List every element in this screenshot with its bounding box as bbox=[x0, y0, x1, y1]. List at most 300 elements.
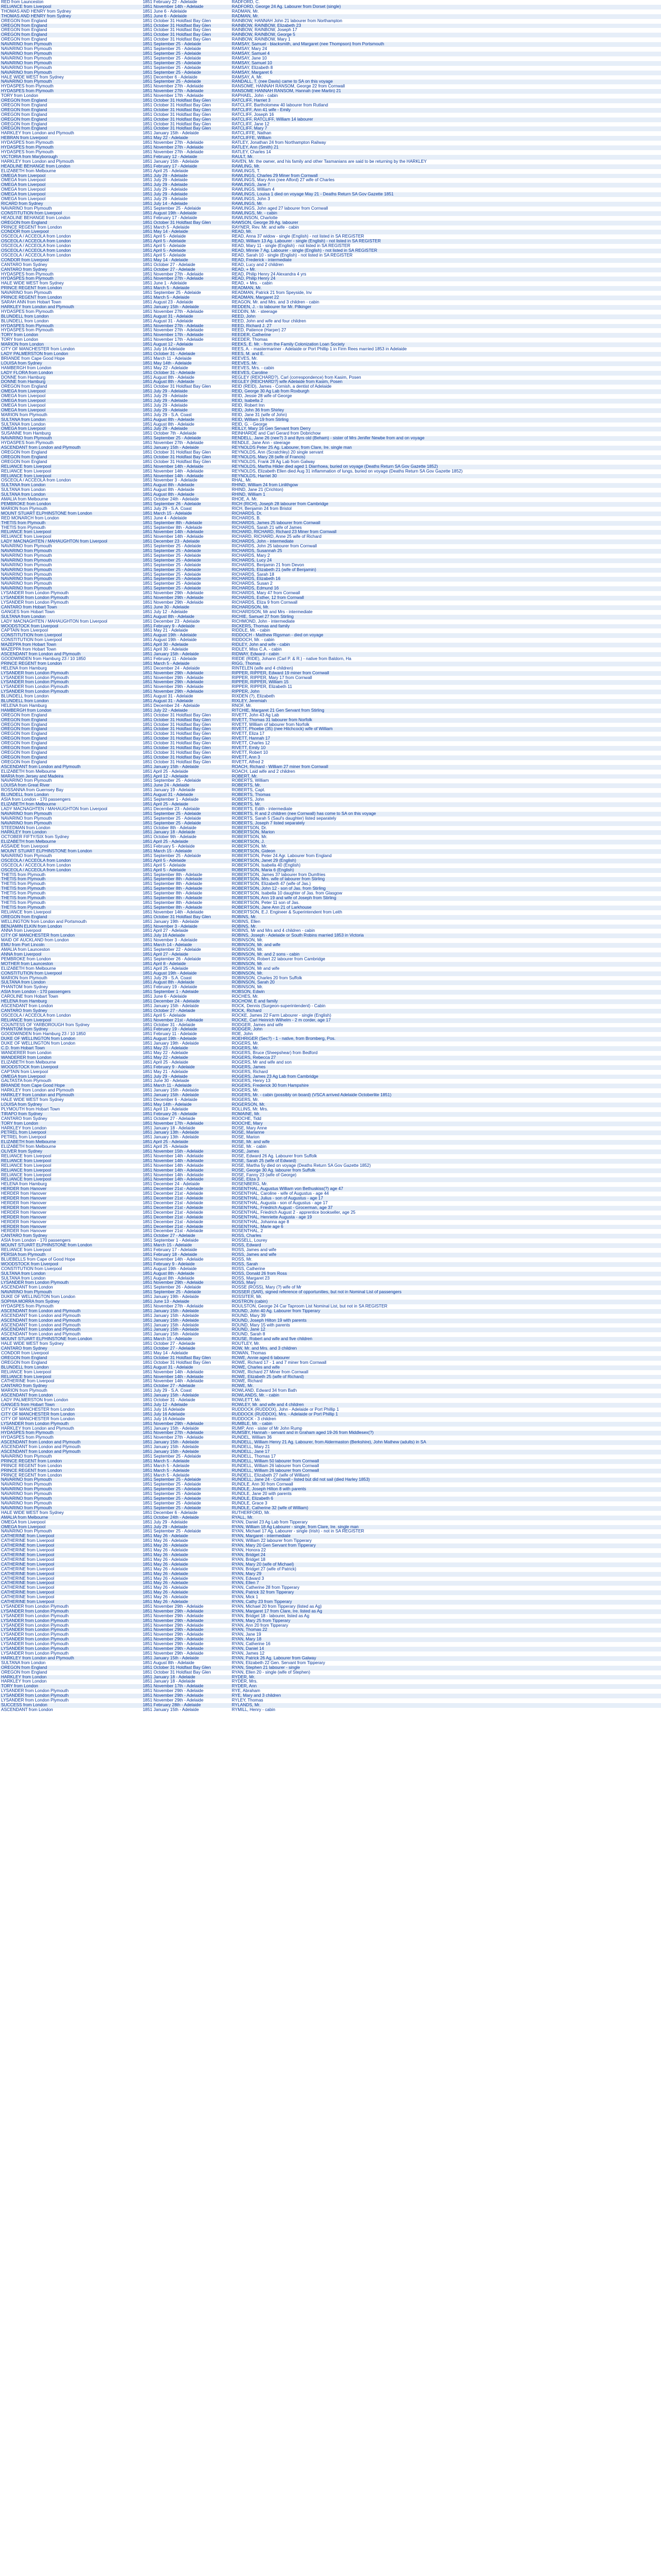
name-cell: RUNDLE, Grace 3 bbox=[231, 1501, 661, 1506]
date-cell: 1851 March 5 - Adelaide bbox=[142, 1459, 231, 1464]
name-cell: REID, Robert Inn bbox=[231, 404, 661, 408]
ship-cell: CATHERINE from Liverpool bbox=[0, 1562, 142, 1567]
table-row bbox=[0, 779, 661, 783]
ship-cell: OSCEOLA / ACCEOLA from London bbox=[0, 249, 142, 253]
ship-cell: HAMBERGH from London bbox=[0, 366, 142, 371]
ship-cell: OMEGA from Liverpool bbox=[0, 188, 142, 192]
table-row bbox=[0, 1187, 661, 1192]
name-cell: RUNDLE, Joseph Hilton 8 with parents bbox=[231, 1487, 661, 1492]
name-cell: RICHARDS, B. bbox=[231, 516, 661, 521]
name-cell: RYAN, Daniel 23 Ag Lab from Tipperary bbox=[231, 1520, 661, 1525]
date-cell: 1851 November 27th - Adelaide bbox=[142, 150, 231, 155]
ship-cell: ASIA from London - 170 passengers bbox=[0, 1238, 142, 1243]
date-cell: 1851 May 26 - Adelaide bbox=[142, 1548, 231, 1553]
date-cell: 1851 July 16 Adelaide bbox=[142, 347, 231, 352]
date-cell: 1851 November 17th - Adelaide bbox=[142, 94, 231, 99]
date-cell: 1851 September 8th - Adelaide bbox=[142, 901, 231, 906]
name-cell: RIVETT, Ann 3 bbox=[231, 755, 661, 760]
ship-cell: HYDASPES from Plymouth bbox=[0, 272, 142, 277]
date-cell: 1851 January 15th - Adelaide bbox=[142, 1393, 231, 1398]
name-cell: RAMSAY, Elizabeth 8 bbox=[231, 66, 661, 71]
date-cell: 1851 November 21st - Adelaide bbox=[142, 1018, 231, 1023]
name-cell: ROSENTHAL, Augustus William von Bethuskiss(?) age 47 bbox=[231, 1187, 661, 1192]
table-row bbox=[0, 404, 661, 408]
date-cell: 1851 May 26 - Adelaide bbox=[142, 1590, 231, 1595]
date-cell: 1851 November 15th - Adelaide bbox=[142, 1149, 231, 1154]
date-cell: 1851 May 26 - Adelaide bbox=[142, 1534, 231, 1539]
date-cell: 1851 July 29 - Adelaide bbox=[142, 1075, 231, 1079]
name-cell: RUNDELL, William 26 labourer from Cornwall bbox=[231, 1469, 661, 1473]
name-cell: RAINBOW, RAINBOW, Joseph 17 bbox=[231, 28, 661, 33]
name-cell: RIVETT, William of labourer from Norfolk bbox=[231, 723, 661, 727]
date-cell: 1851 May 21 - Adelaide bbox=[142, 1070, 231, 1075]
table-row bbox=[0, 1370, 661, 1375]
table-row bbox=[0, 1520, 661, 1525]
table-row bbox=[0, 300, 661, 305]
table-row bbox=[0, 1046, 661, 1051]
table-row bbox=[0, 1272, 661, 1276]
name-cell: REDDEN, J. - to labourer for Mr. Pilkinger bbox=[231, 305, 661, 310]
name-cell: RAMSAY, Jane 10 bbox=[231, 56, 661, 61]
date-cell: 1851 October 31 Holdfast Bay Glen bbox=[142, 723, 231, 727]
date-cell: 1851 September 25 - Adelaide bbox=[142, 80, 231, 84]
ship-cell: CONSTITUTION from Liverpool bbox=[0, 633, 142, 638]
name-cell: RIDDLE, Mr. - cabin bbox=[231, 628, 661, 633]
table-row bbox=[0, 1192, 661, 1196]
table-row bbox=[0, 1595, 661, 1600]
name-cell: RICH, Benjamin 24 from Bristol bbox=[231, 507, 661, 512]
name-cell: ROSE, Eliza 3 bbox=[231, 1177, 661, 1182]
ship-cell: OMEGA from Liverpool bbox=[0, 1520, 142, 1525]
name-cell: RATCLIFF, Joseph 16 bbox=[231, 113, 661, 117]
date-cell: 1851 October 31 Holdfast Bay Glen bbox=[142, 1666, 231, 1670]
date-cell: 1851 October 27 - Adelaide bbox=[142, 1342, 231, 1346]
table-row bbox=[0, 1516, 661, 1520]
ship-cell: HELENA from Hamburg bbox=[0, 704, 142, 709]
table-row bbox=[0, 1060, 661, 1065]
date-cell: 1851 October 31 Holdfast Bay Glen bbox=[142, 718, 231, 723]
ship-cell: LYSANDER from London Plymouth bbox=[0, 1619, 142, 1624]
name-cell: ROGERS, Richard bbox=[231, 1070, 661, 1075]
ship-cell: RELIANCE from Liverpool bbox=[0, 1370, 142, 1375]
date-cell: 1851 September 8th - Adelaide bbox=[142, 521, 231, 526]
date-cell: 1851 November 29th - Adelaide bbox=[142, 671, 231, 676]
ship-cell: MAZEPPA from Hobart Town bbox=[0, 647, 142, 652]
table-row bbox=[0, 1684, 661, 1689]
ship-cell: HAMBERGH from London bbox=[0, 709, 142, 713]
name-cell: ROW, Mr. and Mrs. and 3 children bbox=[231, 1346, 661, 1351]
table-row bbox=[0, 1403, 661, 1408]
ship-cell: OCTOBER FIFTY/SIX from Sydney bbox=[0, 835, 142, 840]
ship-cell: NAVARINO from Plymouth bbox=[0, 568, 142, 573]
date-cell: 1851 November 14th - Adelaide bbox=[142, 1379, 231, 1384]
name-cell: RYAN, Michael 17 Ag. Labourer - single (Irish) - not in SA REGISTER bbox=[231, 1529, 661, 1534]
name-cell: RICHARD, RICHARD, Richard 23 Miner from Cornwall bbox=[231, 530, 661, 535]
table-row bbox=[0, 1253, 661, 1257]
date-cell: 1851 October 31 Holdfast Bay Glen bbox=[142, 755, 231, 760]
table-row bbox=[0, 671, 661, 676]
ship-cell: ELIZABETH from Melbourne bbox=[0, 1060, 142, 1065]
table-row bbox=[0, 71, 661, 75]
ship-cell: CONDOR from Liverpool bbox=[0, 1351, 142, 1356]
name-cell: RYMILL, Henry - cabin bbox=[231, 1708, 661, 1713]
date-cell: 1851 August 8th - Adelaide bbox=[142, 615, 231, 620]
date-cell: 1851 October 31 Holdfast Bay Glen bbox=[142, 751, 231, 755]
table-row bbox=[0, 1440, 661, 1445]
ship-cell: BLUEBELLS from Cape of Good Hope bbox=[0, 1257, 142, 1262]
table-row bbox=[0, 1149, 661, 1154]
name-cell: ROSE, James bbox=[231, 1149, 661, 1154]
table-row bbox=[0, 854, 661, 859]
ship-cell: NAVARINO from Plymouth bbox=[0, 1482, 142, 1487]
date-cell: 1851 May 26 - Adelaide bbox=[142, 1539, 231, 1543]
ship-cell: HYDASPES from Plymouth bbox=[0, 1304, 142, 1309]
date-cell: 1851 August 31 - Adelaide bbox=[142, 793, 231, 798]
name-cell: RYAN, Margaret 17 from Clare, Ire. listed as Ag bbox=[231, 1609, 661, 1614]
date-cell: 1851 August 19th - Adelaide bbox=[142, 638, 231, 643]
table-row bbox=[0, 1117, 661, 1122]
name-cell: ROSENTHAL, Caroline - wife of Augustus - age 44 bbox=[231, 1192, 661, 1196]
date-cell: 1851 May 26 - Adelaide bbox=[142, 1581, 231, 1586]
ship-cell: DUKE OF WELLINGTON from London bbox=[0, 1295, 142, 1300]
table-row bbox=[0, 638, 661, 643]
date-cell: 1851 November 29th - Adelaide bbox=[142, 1647, 231, 1651]
table-row bbox=[0, 591, 661, 596]
date-cell: 1851 October 31 Holdfast Bay Glen bbox=[142, 455, 231, 460]
name-cell: RYE, Abraham bbox=[231, 1689, 661, 1694]
date-cell: 1851 November 3 - Adelaide bbox=[142, 938, 231, 943]
date-cell: 1851 December 23 - Adelaide bbox=[142, 807, 231, 812]
table-row bbox=[0, 1164, 661, 1168]
ship-cell: RELIANCE from Liverpool bbox=[0, 469, 142, 474]
ship-cell: OREGON from England bbox=[0, 915, 142, 920]
name-cell: RHIND, Jane 21 (Crichton) bbox=[231, 488, 661, 493]
date-cell: 1851 February 5 - Adelaide bbox=[142, 844, 231, 849]
date-cell: 1851 October 31 Holdfast Bay Glen bbox=[142, 99, 231, 103]
table-row bbox=[0, 202, 661, 207]
ship-cell: OREGON from England bbox=[0, 1361, 142, 1365]
date-cell: 1851 October 8th - Adelaide bbox=[142, 826, 231, 831]
table-row bbox=[0, 347, 661, 352]
table-row bbox=[0, 882, 661, 887]
date-cell: 1851 May 21 - Adelaide bbox=[142, 628, 231, 633]
table-row bbox=[0, 1422, 661, 1427]
name-cell: RYALL, Mr. bbox=[231, 1516, 661, 1520]
table-row bbox=[0, 399, 661, 404]
date-cell: 1851 January 15th - Adelaide bbox=[142, 1440, 231, 1445]
table-row bbox=[0, 1539, 661, 1543]
ship-cell: NAVARINO from Plymouth bbox=[0, 854, 142, 859]
table-row bbox=[0, 713, 661, 718]
ship-cell: CONSTITUTION from Liverpool bbox=[0, 971, 142, 976]
date-cell: 1851 November 3 - Adelaide bbox=[142, 478, 231, 483]
date-cell: 1851 October 31 Holdfast Bay Glen bbox=[142, 24, 231, 28]
date-cell: 1851 November 14th - Adelaide bbox=[142, 1177, 231, 1182]
name-cell: RUNDELL, Thomas 17 bbox=[231, 1454, 661, 1459]
name-cell: REID, John 36 from Shirley bbox=[231, 408, 661, 413]
table-row bbox=[0, 807, 661, 812]
date-cell: 1851 November 14th - Adelaide bbox=[142, 1164, 231, 1168]
date-cell: 1851 November 27th - Adelaide bbox=[142, 1304, 231, 1309]
ship-cell: OREGON from England bbox=[0, 732, 142, 736]
date-cell: 1851 November 17th - Adelaide bbox=[142, 1122, 231, 1126]
ship-cell: RELIANCE from Liverpool bbox=[0, 530, 142, 535]
ship-cell: RED MONARCH from London bbox=[0, 516, 142, 521]
date-cell: 1851 February 17 - Adelaide bbox=[142, 164, 231, 169]
table-row bbox=[0, 601, 661, 605]
name-cell: ROBINS, Ellen bbox=[231, 920, 661, 925]
ship-cell: RELIANCE from Liverpool bbox=[0, 1168, 142, 1173]
table-row bbox=[0, 19, 661, 24]
table-row bbox=[0, 1572, 661, 1577]
ship-cell: BLUNDELL from London bbox=[0, 1365, 142, 1370]
ship-cell: OSCEOLA / ACCEOLA from London bbox=[0, 253, 142, 258]
ship-cell: HARKLEY from London and Plymouth bbox=[0, 1656, 142, 1661]
table-row bbox=[0, 1098, 661, 1103]
ship-cell: SUCCESS from London bbox=[0, 1703, 142, 1708]
date-cell: 1851 February 9 - Adelaide bbox=[142, 1065, 231, 1070]
ship-cell: NAVARINO from Plymouth bbox=[0, 1478, 142, 1482]
name-cell: ROCHES, Mr. bbox=[231, 995, 661, 999]
ship-cell: PRINCE REGENT from London bbox=[0, 286, 142, 291]
date-cell: 1851 April 25 - Adelaide bbox=[142, 840, 231, 844]
name-cell: RUMBLE, Mr. - cabin bbox=[231, 1422, 661, 1427]
ship-cell: CATHERINE from Liverpool bbox=[0, 1379, 142, 1384]
date-cell: 1851 January 19 - Adelaide bbox=[142, 788, 231, 793]
date-cell: 1851 December 21st - Adelaide bbox=[142, 1201, 231, 1206]
table-row bbox=[0, 1154, 661, 1159]
date-cell: 1851 September 1 - Adelaide bbox=[142, 1238, 231, 1243]
ship-cell: ANNA from Liverpool bbox=[0, 929, 142, 933]
date-cell: 1851 January 15th - Adelaide bbox=[142, 1088, 231, 1093]
date-cell: 1851 October 31 Holdfast Bay Glen bbox=[142, 385, 231, 389]
ship-cell: COUNTESS OF YARBOROUGH from Sydney bbox=[0, 1023, 142, 1028]
date-cell: 1851 September 22 - Adelaide bbox=[142, 948, 231, 952]
name-cell: RODGER, John bbox=[231, 1027, 661, 1032]
ship-cell: CONDOR from Liverpool bbox=[0, 230, 142, 234]
date-cell: 1851 January 13th - Adelaide bbox=[142, 1130, 231, 1135]
ship-cell: OREGON from England bbox=[0, 33, 142, 37]
ship-cell: OREGON from England bbox=[0, 751, 142, 755]
table-row bbox=[0, 385, 661, 389]
name-cell: RIPPER, RIPPER, Mary 17 from Cornwall bbox=[231, 676, 661, 681]
date-cell: 1851 April 5 - Adelaide bbox=[142, 863, 231, 868]
date-cell: 1851 November 29th - Adelaide bbox=[142, 601, 231, 605]
ship-cell: CITY OF MANCHESTER from London bbox=[0, 347, 142, 352]
name-cell: RAMSAY, Samuel 4 bbox=[231, 52, 661, 56]
name-cell: RYDER, Mrs. bbox=[231, 1679, 661, 1684]
table-row bbox=[0, 197, 661, 202]
name-cell: ROSS, Charles bbox=[231, 1234, 661, 1238]
ship-cell: WOODSTOCK from Liverpool bbox=[0, 1065, 142, 1070]
ship-cell: HYDASPES from Plymouth bbox=[0, 277, 142, 281]
name-cell: RYAN, Honora 22 bbox=[231, 1548, 661, 1553]
ship-cell: NAVARINO from Plymouth bbox=[0, 577, 142, 582]
date-cell: 1851 September 25 - Adelaide bbox=[142, 42, 231, 47]
table-row bbox=[0, 286, 661, 291]
table-row bbox=[0, 577, 661, 582]
name-cell: RYAN, Stephen 21 labourer - single bbox=[231, 1666, 661, 1670]
table-row bbox=[0, 755, 661, 760]
name-cell: RAWLINGS, John aged 27 labourer from Cornwall bbox=[231, 207, 661, 211]
ship-cell: RELIANCE from Liverpool bbox=[0, 1375, 142, 1380]
date-cell: 1851 November 29th - Adelaide bbox=[142, 685, 231, 690]
table-row bbox=[0, 1084, 661, 1088]
name-cell: RADFORD, C. bbox=[231, 0, 661, 5]
name-cell: RIXLEY, Jeremiah bbox=[231, 699, 661, 704]
table-row bbox=[0, 1436, 661, 1440]
table-row bbox=[0, 136, 661, 141]
table-row bbox=[0, 1577, 661, 1581]
table-row bbox=[0, 1384, 661, 1389]
name-cell: RAWLINGS, John 3 bbox=[231, 197, 661, 202]
date-cell: 1851 March 5 - Adelaide bbox=[142, 1469, 231, 1473]
ship-cell: LADY MACNAGHTEN / MAHAUGHTON from Liverpool bbox=[0, 807, 142, 812]
table-row bbox=[0, 1497, 661, 1501]
ship-cell: CATHERINE from Liverpool bbox=[0, 1572, 142, 1577]
table-row bbox=[0, 873, 661, 878]
ship-cell: BRIANDE from Cape Good Hope bbox=[0, 1084, 142, 1088]
table-row bbox=[0, 1238, 661, 1243]
table-row bbox=[0, 1628, 661, 1633]
name-cell: RAPHAEL, John - cabin bbox=[231, 94, 661, 99]
name-cell: ROGERS, Mr. - cabin (possibly on board) (VSCA arrived Adelaide Octoberlite 1851) bbox=[231, 1093, 661, 1098]
ship-cell: NAVARINO from Plymouth bbox=[0, 291, 142, 296]
ship-cell: HARKLEY from London bbox=[0, 1679, 142, 1684]
name-cell: ROBINSON, Mr and wife bbox=[231, 967, 661, 971]
name-cell: RATCLIFF, Harriet 3 bbox=[231, 99, 661, 103]
name-cell: RAINBOW, RAINBOW, George 5 bbox=[231, 33, 661, 37]
table-row bbox=[0, 863, 661, 868]
date-cell: 1851 November 29th - Adelaide bbox=[142, 1609, 231, 1614]
date-cell: 1851 December 24 - Adelaide bbox=[142, 1182, 231, 1187]
date-cell: 1851 July 16 Adelaide bbox=[142, 1408, 231, 1412]
ship-cell: HYDASPES from Plymouth bbox=[0, 84, 142, 89]
date-cell: 1851 August 8th - Adelaide bbox=[142, 488, 231, 493]
date-cell: 1851 September 25 - Adelaide bbox=[142, 554, 231, 558]
date-cell: 1851 September 25 - Adelaide bbox=[142, 1506, 231, 1511]
ship-cell: LYSANDER from London Plymouth bbox=[0, 601, 142, 605]
date-cell: 1851 April 5 - Adelaide bbox=[142, 244, 231, 249]
table-row bbox=[0, 1656, 661, 1661]
table-row bbox=[0, 493, 661, 497]
table-row bbox=[0, 1482, 661, 1487]
date-cell: 1851 May 26 - Adelaide bbox=[142, 1577, 231, 1581]
name-cell: READ, Mary 11 - single (English) - not listed in SA REGISTER bbox=[231, 244, 661, 249]
name-cell: RICHMOND, John - intermediate bbox=[231, 620, 661, 624]
ship-cell: OREGON from England bbox=[0, 755, 142, 760]
ship-cell: STEEDMAN from London bbox=[0, 826, 142, 831]
name-cell: ROSTRON (cabin) bbox=[231, 1300, 661, 1304]
date-cell: 1851 August 19th - Adelaide bbox=[142, 211, 231, 216]
ship-cell: DONNE from Hamburg bbox=[0, 380, 142, 385]
ship-cell: CATHERINE from Liverpool bbox=[0, 1577, 142, 1581]
name-cell: RENDELL, Jane 26 (nee?) 3 and 8yrs old (Beham) - sister of Mrs Jenifer Newbe from and on voyage bbox=[231, 436, 661, 441]
date-cell: 1851 November 14th - Adelaide bbox=[142, 530, 231, 535]
name-cell: ROBINS, Joseph - Adelaide or South Robins married 1853 in Victoria bbox=[231, 933, 661, 938]
name-cell: ROBERTSON, Jane Ann 21 of Larkhouse bbox=[231, 906, 661, 910]
ship-cell: HYDASPES from Plymouth bbox=[0, 89, 142, 94]
date-cell: 1851 November 29th - Adelaide bbox=[142, 1628, 231, 1633]
table-row bbox=[0, 33, 661, 37]
table-row bbox=[0, 1206, 661, 1211]
table-row bbox=[0, 830, 661, 835]
name-cell: READ, Lucy and 2 children bbox=[231, 263, 661, 268]
ship-cell: TORY from London bbox=[0, 1684, 142, 1689]
date-cell: 1851 October 31 Holdfast Bay Glen bbox=[142, 117, 231, 122]
date-cell: 1851 November 29th - Adelaide bbox=[142, 1651, 231, 1656]
ship-cell: OREGON from England bbox=[0, 122, 142, 127]
table-row bbox=[0, 1661, 661, 1666]
ship-cell: NAVARINO from Plymouth bbox=[0, 52, 142, 56]
name-cell: READ, + Mr. bbox=[231, 268, 661, 272]
table-row bbox=[0, 732, 661, 736]
date-cell: 1851 April 5 - Adelaide bbox=[142, 1014, 231, 1018]
table-row bbox=[0, 906, 661, 910]
ship-cell: SULTANA from London bbox=[0, 483, 142, 488]
table-row bbox=[0, 56, 661, 61]
table-row bbox=[0, 802, 661, 807]
date-cell: 1851 September 25 - Adelaide bbox=[142, 1454, 231, 1459]
ship-cell: OREGON from England bbox=[0, 718, 142, 723]
name-cell: ROBERTS, Thomas bbox=[231, 793, 661, 798]
ship-cell: DUKE OF WELLINGTON from London bbox=[0, 1041, 142, 1046]
date-cell: 1851 January 15th - Adelaide bbox=[142, 1309, 231, 1314]
date-cell: 1851 February 18 - Adelaide bbox=[142, 1253, 231, 1257]
name-cell: RIXDEN (?), Elizabeth bbox=[231, 694, 661, 699]
date-cell: 1851 February 11 - Adelaide bbox=[142, 657, 231, 662]
name-cell: RYAN, Catherine 28 from Tipperary bbox=[231, 1586, 661, 1590]
table-row bbox=[0, 554, 661, 558]
name-cell: ROSS, James and wife bbox=[231, 1253, 661, 1257]
ship-cell: NAVARINO from Plymouth bbox=[0, 1501, 142, 1506]
name-cell: READ, Anna 37 widow - single (English) - not listed in SA REGISTER bbox=[231, 234, 661, 239]
name-cell: RHIND, William 1 bbox=[231, 493, 661, 497]
date-cell: 1851 January 15th - Adelaide bbox=[142, 1427, 231, 1431]
name-cell: RATCLIFFE, Nathan bbox=[231, 131, 661, 136]
ship-cell: CITY OF MANCHESTER from London bbox=[0, 933, 142, 938]
ship-cell: HARKLEY from London and Plymouth bbox=[0, 160, 142, 164]
date-cell: 1851 April 25 - Adelaide bbox=[142, 1145, 231, 1149]
name-cell: RYAN, Mick 1 bbox=[231, 1595, 661, 1600]
date-cell: 1851 April 5 - Adelaide bbox=[142, 868, 231, 873]
ship-cell: PRINCE REGENT from London bbox=[0, 1464, 142, 1469]
date-cell: 1851 January 18 - Adelaide bbox=[142, 1679, 231, 1684]
table-row bbox=[0, 1079, 661, 1084]
name-cell: ROSSER (SAR), signed reference of opportunities, but not in Nominal List of passengers bbox=[231, 1290, 661, 1295]
table-row bbox=[0, 131, 661, 136]
date-cell: 1851 August 23 - Adelaide bbox=[142, 300, 231, 305]
ship-cell: LYSANDER from London Plymouth bbox=[0, 1633, 142, 1637]
date-cell: 1851 April 5 - Adelaide bbox=[142, 253, 231, 258]
ship-cell: LYSANDER from London Plymouth bbox=[0, 1694, 142, 1698]
name-cell: RAWLINGS, Mary Ann (nee Alford) 27 wife of Charles bbox=[231, 178, 661, 183]
name-cell: READ, Philip Henry 24 bbox=[231, 277, 661, 281]
name-cell: ROOCHE, Tidd bbox=[231, 1117, 661, 1122]
date-cell: 1851 September 25 - Adelaide bbox=[142, 207, 231, 211]
table-row bbox=[0, 1694, 661, 1698]
ship-cell: PEMBROKE from London bbox=[0, 957, 142, 962]
table-row bbox=[0, 704, 661, 709]
table-row bbox=[0, 558, 661, 563]
table-row bbox=[0, 1159, 661, 1164]
name-cell: RATLEY, Charles 14 bbox=[231, 150, 661, 155]
date-cell: 1851 September 25 - Adelaide bbox=[142, 61, 231, 66]
ship-cell: HARKLEY from London and Plymouth bbox=[0, 1088, 142, 1093]
ship-cell: CATHERINE from Liverpool bbox=[0, 1534, 142, 1539]
name-cell: ROGERS, Henry 13 bbox=[231, 1079, 661, 1084]
name-cell: RANSOME HANNAH RANSOM, Hannah (nee Martin) 21 bbox=[231, 89, 661, 94]
